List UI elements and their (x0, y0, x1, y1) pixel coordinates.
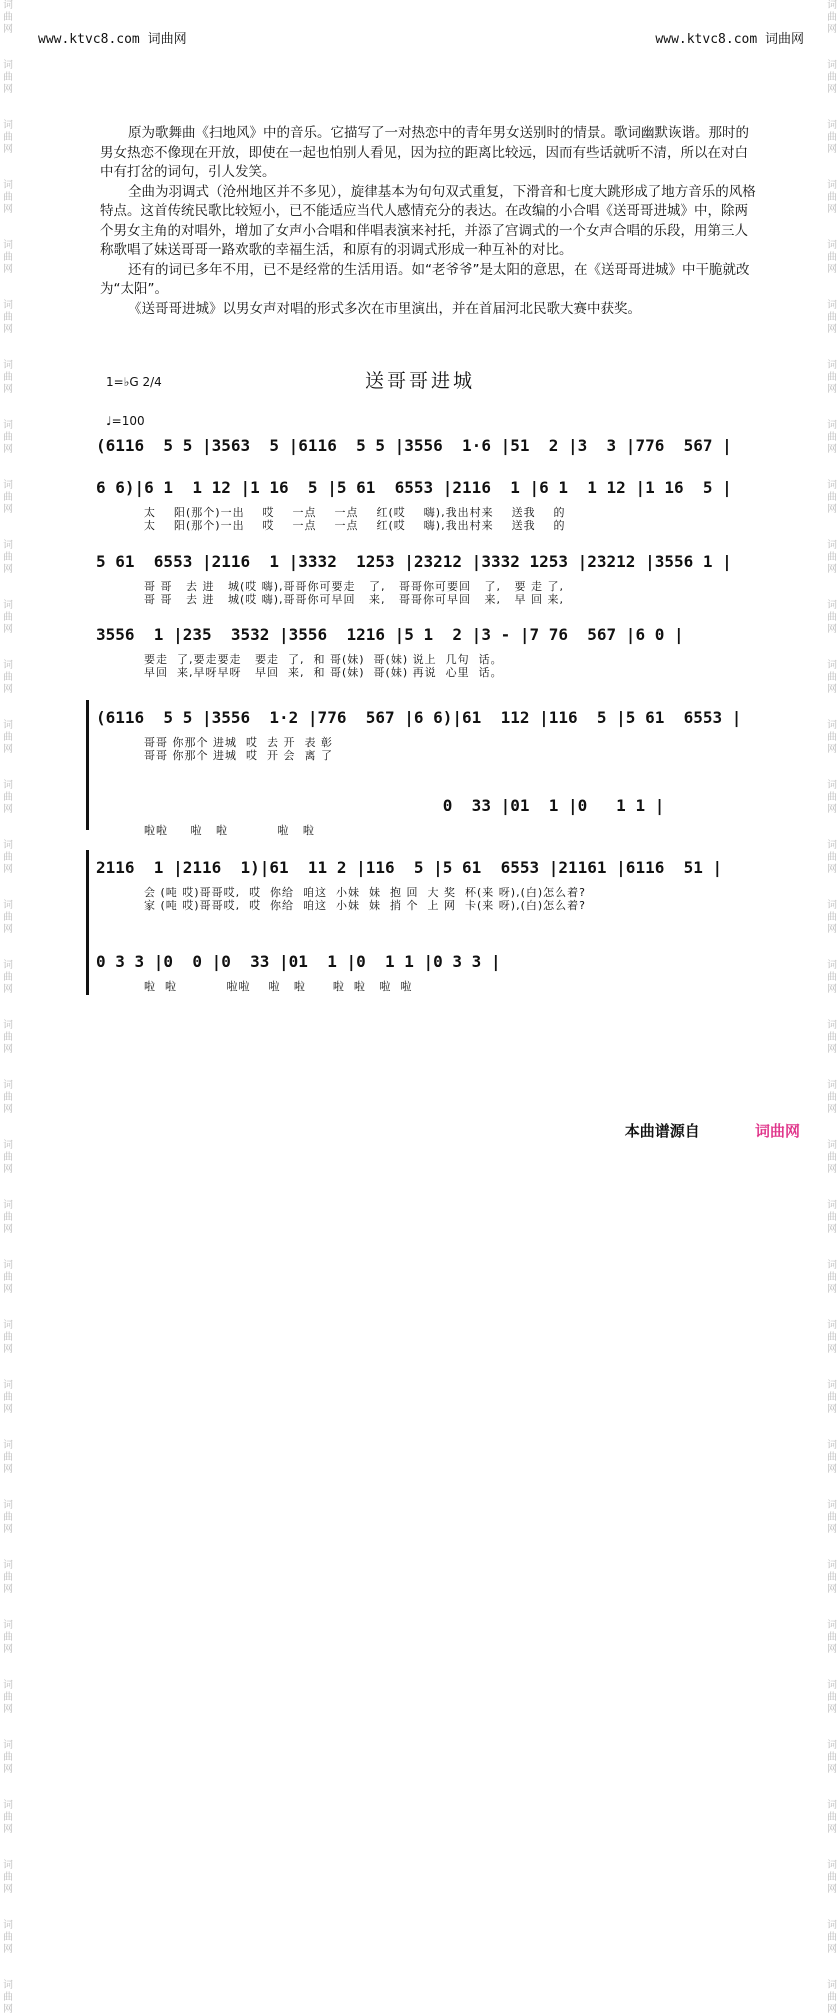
footer (625, 1120, 800, 1141)
key-signature: 1=♭G 2/4 (106, 375, 162, 389)
intro-paragraph: 原为歌舞曲《扫地风》中的音乐。它描写了一对热恋中的青年男女送别时的情景。歌词幽默诙谐。那时的男女热恋不像现在开放，即使在一起也怕别人看见，因为拉的距离比较远，因而有些话就听不清，所以在对白中有打岔的词句，引人发笑。 (100, 125, 749, 180)
system-bracket (86, 850, 89, 995)
notation-line: 2116 1 |2116 1)|61 11 2 |116 5 |5 61 6553 |21161 |6116 51 | (96, 858, 723, 877)
notation-line: (6116 5 5 |3563 5 |6116 5 5 |3556 1·6 |51 2 |3 3 |776 567 | (96, 436, 732, 455)
lyric-line: 太 阳(那个)一出 哎 一点 一点 红(哎 嗨),我出村来 送我 的 (144, 519, 566, 532)
notation-line: 3556 1 |235 3532 |3556 1216 |5 1 2 |3 - |7 76 567 |6 0 | (96, 625, 684, 644)
notation-line: 6 6)|6 1 1 12 |1 16 5 |5 61 6553 |2116 1 |6 1 1 12 |1 16 5 | (96, 478, 732, 497)
side-watermark-left: 词 曲 网 词 曲 网 词 曲 网 词 曲 网 词 曲 网 词 曲 网 词 曲 网 词 曲 网 词 曲 网 词 曲 网 词 曲 网 词 曲 网 词 曲 网 词 曲 网 词 曲 网 词 曲 网 词 曲 网 词 曲 网 词 曲 网 词 曲 网 词 曲 网 词 曲 网 词 曲 网 词 曲 网 词 曲 网 词 曲 网 词 曲 网 词 曲 网 词 曲 网 词 曲 网 词 曲 网 词 曲 网 词 曲 网 词 曲 网 (3, 0, 13, 2015)
lyric-line: 要走 了,要走要走 要走 了, 和 哥(妹) 哥(妹) 说上 几句 话。 (144, 653, 503, 666)
lyric-line: 啦 啦 啦啦 啦 啦 啦 啦 啦 啦 (144, 980, 413, 993)
lyric-line: 哥哥 你那个 进城 哎 去 开 表 彰 (144, 736, 333, 749)
lyric-line: 哥 哥 去 进 城(哎 嗨),哥哥你可早回 来, 哥哥你可早回 来, 早 回 来, (144, 593, 564, 606)
tempo-mark: ♩=100 (106, 414, 145, 428)
intro-paragraph: 全曲为羽调式（沧州地区并不多见），旋律基本为句句双式重复，下滑音和七度大跳形成了地方音乐的风格特点。这首传统民歌比较短小，已不能适应当代人感情充分的表达。在改编的小合唱《送哥哥进城》中，除两个男女主角的对唱外，增加了女声小合唱和伴唱表演来衬托，并添了宫调式的一个女声合唱的乐段，用第三人称歌唱了妹送哥哥一路欢歌的幸福生活，和原有的羽调式形成一种互补的对比。 (100, 183, 756, 258)
lyric-line: 会 (吨 哎)哥哥哎, 哎 你给 咱这 小妹 妹 抱 回 大 奖 杯(来 呀),(白)怎么着? (144, 886, 587, 899)
footer-source: 本曲谱源自 (624, 1122, 700, 1140)
footer-brand: 词曲网 (754, 1122, 800, 1140)
notation-line: 5 61 6553 |2116 1 |3332 1253 |23212 |3332 1253 |23212 |3556 1 | (96, 552, 732, 571)
notation-line: (6116 5 5 |3556 1·2 |776 567 |6 6)|61 112 |116 5 |5 61 6553 | (96, 708, 742, 727)
score-title: 送哥哥进城 (364, 370, 475, 392)
intro-text (100, 124, 760, 319)
notation-line: 0 3 3 |0 0 |0 33 |01 1 |0 1 1 |0 3 3 | (96, 952, 501, 971)
lyric-line: 哥 哥 去 进 城(哎 嗨),哥哥你可要走 了, 哥哥你可要回 了, 要 走 了, (144, 580, 564, 593)
lyric-line: 哥哥 你那个 进城 哎 开 会 离 了 (144, 749, 333, 762)
header-left: www.ktvc8.com 词曲网 (38, 32, 187, 47)
lyric-line: 家 (吨 哎)哥哥哎, 哎 你给 咱这 小妹 妹 捎 个 上 网 卡(来 呀),(白)怎么着? (144, 899, 587, 912)
header-right: www.ktvc8.com 词曲网 (655, 32, 804, 47)
system-bracket (86, 700, 89, 830)
intro-paragraph: 还有的词已多年不用，已不是经常的生活用语。如“老爷爷”是太阳的意思，在《送哥哥进城》中干脆就改为“太阳”。 (100, 261, 750, 297)
side-watermark-right: 词 曲 网 词 曲 网 词 曲 网 词 曲 网 词 曲 网 词 曲 网 词 曲 网 词 曲 网 词 曲 网 词 曲 网 词 曲 网 词 曲 网 词 曲 网 词 曲 网 词 曲 网 词 曲 网 词 曲 网 词 曲 网 词 曲 网 词 曲 网 词 曲 网 词 曲 网 词 曲 网 词 曲 网 词 曲 网 词 曲 网 词 曲 网 词 曲 网 词 曲 网 词 曲 网 词 曲 网 词 曲 网 词 曲 网 词 曲 网 (827, 0, 837, 2015)
lyric-line: 早回 来,早呀早呀 早回 来, 和 哥(妹) 哥(妹) 再说 心里 话。 (144, 666, 503, 679)
lyric-line: 啦啦 啦 啦 啦 啦 (144, 824, 315, 837)
lyric-line: 太 阳(那个)一出 哎 一点 一点 红(哎 嗨),我出村来 送我 的 (144, 506, 566, 519)
notation-line: 0 33 |01 1 |0 1 1 | (96, 796, 665, 815)
intro-paragraph: 《送哥哥进城》以男女声对唱的形式多次在市里演出，并在首届河北民歌大赛中获奖。 (128, 300, 641, 317)
